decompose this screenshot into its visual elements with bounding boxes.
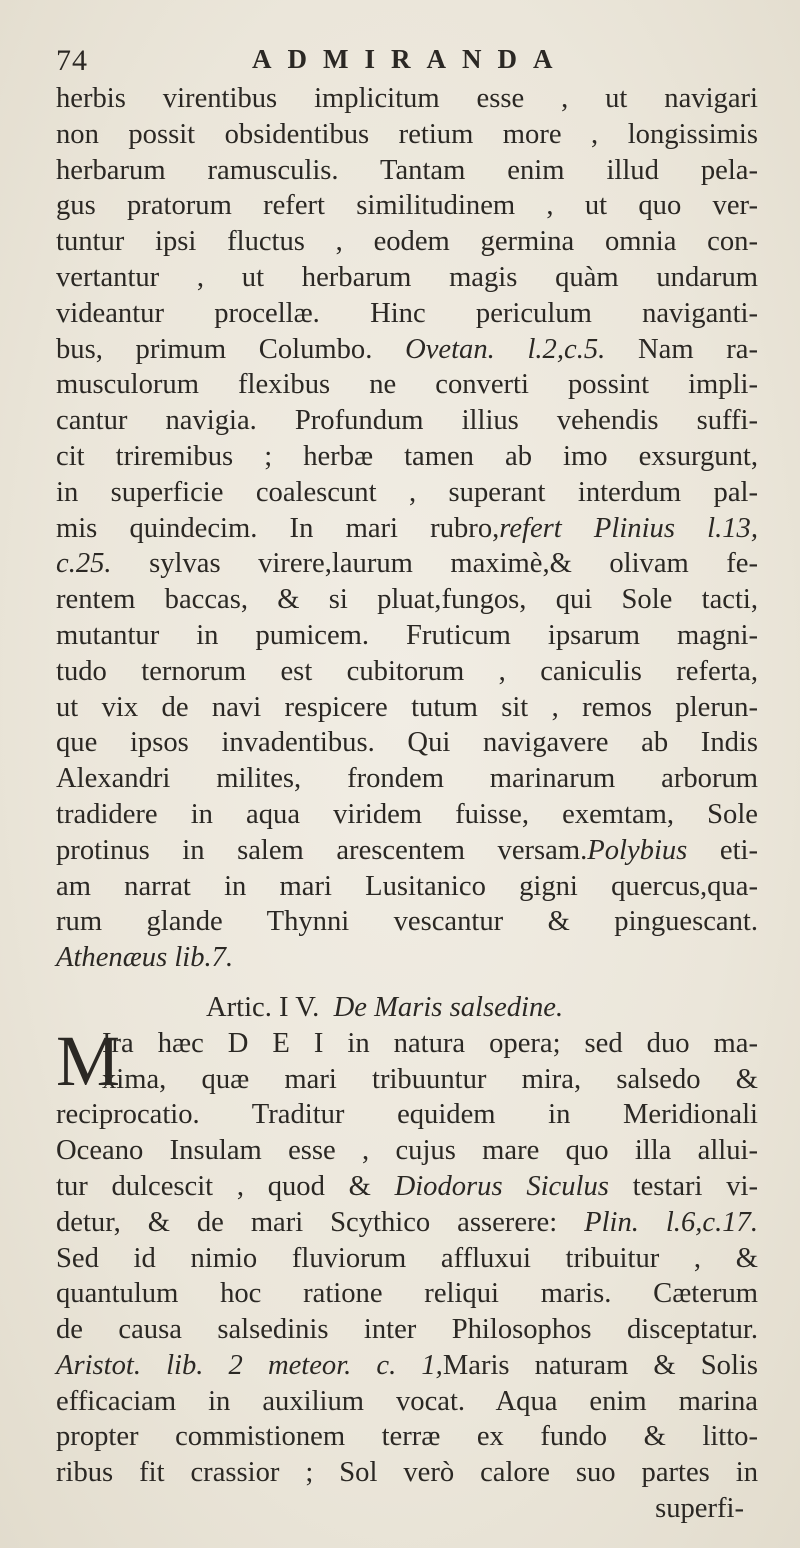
text-segment: eti- <box>719 834 759 866</box>
text-line <box>56 1169 758 1205</box>
text-line: videantur procellæ. Hinc periculum naviganti- <box>56 297 758 329</box>
text-line: rum glande Thynni vescantur & pinguescant. <box>56 906 758 938</box>
text-segment: bus, primum Columbo. <box>56 333 373 365</box>
text-line: musculorum flexibus ne converti possint impli- <box>56 369 758 401</box>
text-line <box>56 940 758 976</box>
article-label: Artic. I V. <box>206 991 320 1023</box>
text-line: tuntur ipsi fluctus , eodem germina omnia con- <box>56 226 758 258</box>
text-line: in superficie coalescunt , superant interdum pal- <box>56 476 758 508</box>
article-heading <box>56 990 758 1026</box>
citation: Aristot. lib. 2 meteor. c. 1, <box>56 1349 443 1381</box>
text-line: mutantur in pumicem. Fruticum ipsarum magni- <box>56 619 758 651</box>
text-line: vertantur , ut herbarum magis quàm undarum <box>56 261 758 293</box>
text-line: Oceano Insulam esse , cujus mare quo illa allui- <box>56 1135 758 1167</box>
text-line: efficaciam in auxilium vocat. Aqua enim marina <box>56 1385 758 1417</box>
text-segment: Nam ra- <box>637 333 758 365</box>
text-line: Sed id nimio fluviorum affluxui tribuitur , & <box>56 1242 758 1274</box>
citation: Ovetan. l.2,c.5. <box>405 333 606 365</box>
text-line: gus pratorum refert similitudinem , ut quo ver- <box>56 190 758 222</box>
text-line: rentem baccas, & si pluat,fungos, qui Sole tacti, <box>56 584 758 616</box>
citation: Polybius <box>587 834 688 866</box>
section-gap <box>56 976 758 990</box>
text-line: de causa salsedinis inter Philosophos disceptatur. <box>56 1314 758 1346</box>
catchword: superfi- <box>655 1493 744 1525</box>
text-segment: protinus in salem arescentem versam. <box>56 834 588 866</box>
text-segment: Maris naturam & Solis <box>442 1349 758 1381</box>
article-title: De Maris salsedine. <box>333 991 564 1023</box>
text-line: ribus fit crassior ; Sol verò calore suo partes in <box>56 1457 758 1489</box>
text-line: propter commistionem terræ ex fundo & litto- <box>56 1421 758 1453</box>
text-line: herbarum ramusculis. Tantam enim illud pela- <box>56 154 758 186</box>
text-segment: sylvas virere,laurum maximè,& olivam fe- <box>149 548 758 580</box>
text-segment: tur dulcescit , quod & <box>56 1170 371 1202</box>
running-head <box>56 44 756 84</box>
text-segment: testari vi- <box>632 1170 758 1202</box>
text-line: Alexandri milites, frondem marinarum arborum <box>56 763 758 795</box>
body-text <box>56 81 758 1527</box>
text-line: ut vix de navi respicere tutum sit , remos plerun- <box>56 691 758 723</box>
text-line: tradidere in aqua viridem fuisse, exemtam, Sole <box>56 798 758 830</box>
citation: refert Plinius l.13, <box>499 512 758 544</box>
text-line: cantur navigia. Profundum illius vehendis suffi- <box>56 405 758 437</box>
text-line: reciprocatio. Traditur equidem in Meridionali <box>56 1099 758 1131</box>
text-line: cit triremibus ; herbæ tamen ab imo exsurgunt, <box>56 440 758 472</box>
text-line <box>56 1205 758 1241</box>
text-line: herbis virentibus implicitum esse , ut navigari <box>56 83 758 114</box>
text-line <box>56 1348 758 1384</box>
text-line <box>56 511 758 547</box>
text-line <box>56 546 758 582</box>
text-segment: detur, & de mari Scythico asserere: <box>56 1206 558 1238</box>
text-segment: mis quindecim. In mari rubro, <box>56 512 500 544</box>
text-line <box>56 332 758 368</box>
citation: Diodorus Siculus <box>394 1170 609 1202</box>
page-number: 74 <box>56 44 88 77</box>
text-segment: Ira hæc D E I in natura opera; sed duo ma- <box>102 1027 758 1059</box>
citation: Plin. l.6,c.17. <box>584 1206 758 1238</box>
text-line: tudo ternorum est cubitorum , caniculis referta, <box>56 655 758 687</box>
drop-capital: M <box>56 1020 121 1101</box>
text-line: non possit obsidentibus retium more , longissimis <box>56 118 758 150</box>
citation: c.25. <box>56 548 112 580</box>
running-title: ADMIRANDA <box>252 44 569 74</box>
text-line: que ipsos invadentibus. Qui navigavere ab Indis <box>56 727 758 759</box>
text-line: am narrat in mari Lusitanico gigni quercus,qua- <box>56 870 758 902</box>
text-line <box>56 833 758 869</box>
citation: Athenæus lib.7. <box>56 942 234 974</box>
text-line: xima, quæ mari tribuuntur mira, salsedo & <box>102 1063 758 1095</box>
text-line: quantulum hoc ratione reliqui maris. Cæterum <box>56 1278 758 1310</box>
